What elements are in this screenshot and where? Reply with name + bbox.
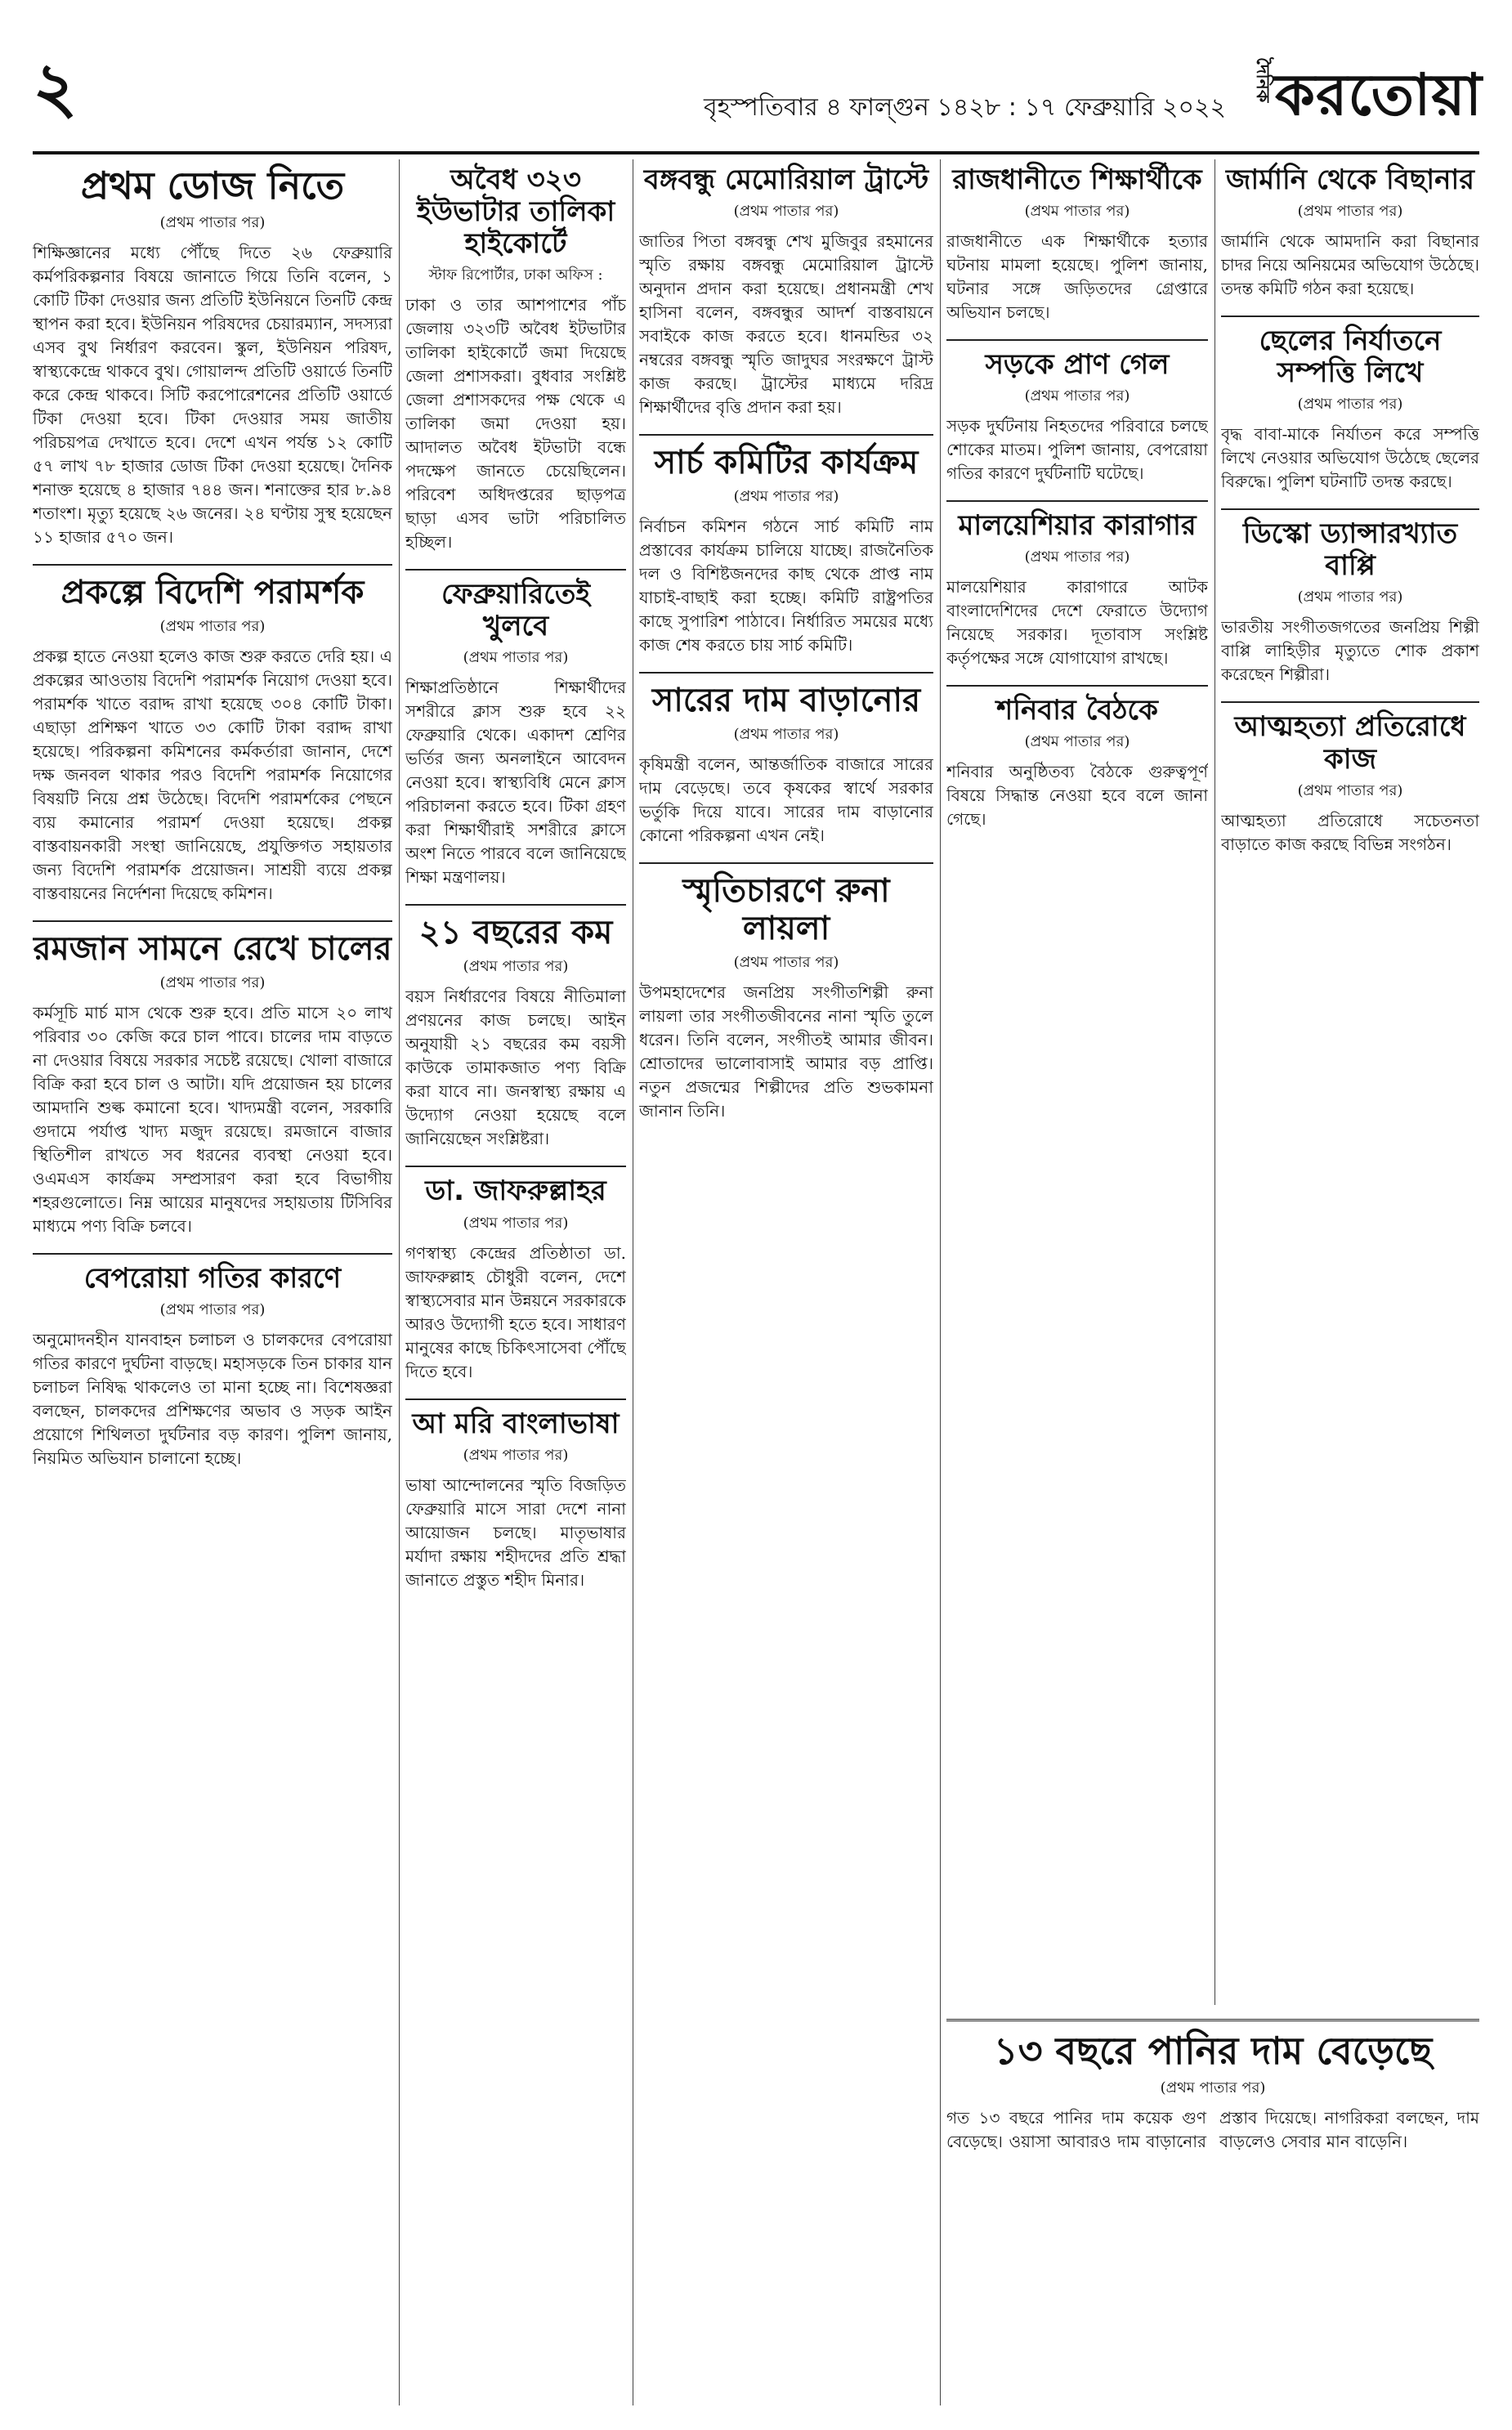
divider xyxy=(639,434,933,436)
kicker: (প্রথম পাতার পর) xyxy=(159,973,266,991)
headline: সার্চ কমিটির কার্যক্রম xyxy=(654,444,919,482)
article-body: ঢাকা ও তার আশপাশের পাঁচ জেলায় ৩২৩টি অবৈধ ইটভাটার তালিকা হাইকোর্টে জমা দিয়েছে জেলা প্রশাসকরা। বুধবার সংশ্লিষ্ট জেলা প্রশাসকদের পক্ষ থেকে এ তালিকা জমা দেওয়া হয়। আদালত অবৈধ ইটভাটা বন্ধে পদক্ষেপ জানতে চেয়েছিলেন। পরিবেশ অধিদপ্তরের ছাড়পত্র ছাড়া এসব ভাটা পরিচালিত হচ্ছিল। xyxy=(405,295,626,553)
headline: আত্মহত্যা প্রতিরোধে কাজ xyxy=(1234,710,1466,776)
column-1 xyxy=(33,159,392,2405)
kicker: (প্রথম পাতার পর) xyxy=(159,1300,266,1318)
divider xyxy=(1221,315,1479,317)
article xyxy=(33,574,392,906)
column-5 xyxy=(1221,159,1479,2005)
kicker: (প্রথম পাতার পর) xyxy=(1024,203,1130,221)
column-rule xyxy=(940,159,941,2405)
article-body: কৃষিমন্ত্রী বলেন, আন্তর্জাতিক বাজারে সারের দাম বেড়েছে। তবে কৃষকের স্বার্থে সরকার ভর্তুকি দিয়ে যাবে। সারের দাম বাড়ানোর কোনো পরিকল্পনা এখন নেই। xyxy=(639,754,933,846)
article xyxy=(405,164,626,554)
kicker: (প্রথম পাতার পর) xyxy=(463,1446,569,1464)
kicker: (প্রথম পাতার পর) xyxy=(1297,781,1403,799)
headline: ডা. জাফরুল্লাহর xyxy=(425,1175,606,1208)
divider xyxy=(405,1166,626,1167)
article-body: মালয়েশিয়ার কারাগারে আটক বাংলাদেশিদের দেশে ফেরাতে উদ্যোগ নিয়েছে সরকার। দূতাবাস সংশ্লিষ্ট কর্তৃপক্ষের সঙ্গে যোগাযোগ রাখছে। xyxy=(946,577,1208,669)
article-body: কর্মসূচি মার্চ মাস থেকে শুরু হবে। প্রতি মাসে ২০ লাখ পরিবার ৩০ কেজি করে চাল পাবে। চালের দাম বাড়তে না দেওয়ার বিষয়ে সরকার সচেষ্ট রয়েছে। খোলা বাজারে বিক্রি করা হবে চাল ও আটা। যদি প্রয়োজন হয় চালের আমদানি শুল্ক কমানো হবে। খাদ্যমন্ত্রী বলেন, সরকারি গুদামে পর্যাপ্ত খাদ্য মজুদ রয়েছে। রমজানে বাজার স্থিতিশীল রাখতে সব ধরনের ব্যবস্থা নেওয়া হবে। ওএমএস কার্যক্রম সম্প্রসারণ করা হবে বিভাগীয় শহরগুলোতে। নিম্ন আয়ের মানুষদের সহায়তায় টিসিবির মাধ্যমে পণ্য বিক্রি চলবে। xyxy=(33,1002,392,1236)
divider xyxy=(33,1253,392,1255)
kicker: (প্রথম পাতার পর) xyxy=(733,954,839,972)
date-line: বৃহস্পতিবার ৪ ফাল্গুন ১৪২৮ : ১৭ ফেব্রুয়ারি ২০২২ xyxy=(703,93,1226,122)
article xyxy=(639,872,933,1123)
article xyxy=(405,1175,626,1383)
masthead-title: করতোয়া xyxy=(1275,61,1483,128)
article xyxy=(639,682,933,848)
article-body: গত ১৩ বছরে পানির দাম কয়েক গুণ বেড়েছে। ওয়াসা আবারও দাম বাড়ানোর প্রস্তাব দিয়েছে। নাগরিকরা বলছেন, দাম বাড়লেও সেবার মান বাড়েনি। xyxy=(946,2107,1479,2151)
kicker: (প্রথম পাতার পর) xyxy=(159,213,266,231)
article-body: প্রকল্প হাতে নেওয়া হলেও কাজ শুরু করতে দেরি হয়। এ প্রকল্পের আওতায় বিদেশি পরামর্শক নিয়োগ দেওয়া হবে। পরামর্শক খাতে বরাদ্দ রাখা হয়েছে ৩০৪ কোটি টাকা। এছাড়া প্রশিক্ষণ খাতে ৩৩ কোটি টাকা বরাদ্দ রাখা হয়েছে। পরিকল্পনা কমিশনের কর্মকর্তারা জানান, দেশে দক্ষ জনবল থাকার পরও বিদেশি পরামর্শক নিয়োগের বিষয়টি নিয়ে প্রশ্ন উঠেছে। বিদেশি পরামর্শকের পেছনে ব্যয় কমানোর পরামর্শ দেওয়া হয়েছে। প্রকল্প বাস্তবায়নকারী সংস্থা জানিয়েছে, প্রযুক্তিগত সহায়তার জন্য বিদেশি পরামর্শক প্রয়োজন। সাশ্রয়ী ব্যয়ে প্রকল্প বাস্তবায়নের নির্দেশনা দিয়েছে কমিশন। xyxy=(33,646,392,903)
article-body: নির্বাচন কমিশন গঠনে সার্চ কমিটি নাম প্রস্তাবের কার্যক্রম চালিয়ে যাচ্ছে। রাজনৈতিক দল ও বিশিষ্টজনদের কাছ থেকে প্রাপ্ত নাম যাচাই-বাছাই করা হচ্ছে। কমিটি রাষ্ট্রপতির কাছে সুপারিশ পাঠাবে। নির্ধারিত সময়ের মধ্যে কাজ শেষ করতে চায় সার্চ কমিটি। xyxy=(639,517,933,656)
divider xyxy=(946,339,1208,341)
divider xyxy=(33,920,392,922)
divider xyxy=(1221,508,1479,510)
article xyxy=(946,510,1208,670)
headline: প্রথম ডোজ নিতে xyxy=(80,163,345,208)
article xyxy=(1221,711,1479,856)
article xyxy=(946,695,1208,831)
headline: অবৈধ ৩২৩ ইউভাটার তালিকা হাইকোর্টে xyxy=(416,163,615,261)
headline: সারের দাম বাড়ানোর xyxy=(651,682,921,720)
headline: সড়কে প্রাণ গেল xyxy=(985,348,1170,382)
page-header xyxy=(33,18,1483,149)
headline: জার্মানি থেকে বিছানার xyxy=(1226,163,1474,196)
divider xyxy=(405,904,626,906)
kicker: (প্রথম পাতার পর) xyxy=(1297,588,1403,606)
article xyxy=(946,164,1208,324)
headline: রাজধানীতে শিক্ষার্থীকে xyxy=(952,163,1202,196)
divider xyxy=(946,500,1208,502)
headline: বেপরোয়া গতির কারণে xyxy=(83,1261,342,1295)
article-body: জার্মানি থেকে আমদানি করা বিছানার চাদর নিয়ে অনিয়মের অভিযোগ উঠেছে। তদন্ত কমিটি গঠন করা হয়েছে। xyxy=(1221,231,1479,299)
divider xyxy=(639,862,933,864)
article xyxy=(946,349,1208,486)
kicker: (প্রথম পাতার পর) xyxy=(463,1214,569,1232)
article-body: জাতির পিতা বঙ্গবন্ধু শেখ মুজিবুর রহমানের স্মৃতি রক্ষায় বঙ্গবন্ধু মেমোরিয়াল ট্রাস্টে অনুদান প্রদান করা হয়েছে। প্রধানমন্ত্রী শেখ হাসিনা বলেন, বঙ্গবন্ধুর আদর্শ বাস্তবায়নে সবাইকে কাজ করতে হবে। ধানমন্ডির ৩২ নম্বরের বঙ্গবন্ধু স্মৃতি জাদুঘর সংরক্ষণে ট্রাস্ট কাজ করছে। ট্রাস্টের মাধ্যমে দরিদ্র শিক্ষার্থীদের বৃত্তি প্রদান করা হয়। xyxy=(639,231,933,418)
headline: ছেলের নির্যাতনে সম্পত্তি লিখে xyxy=(1259,324,1442,390)
kicker: (প্রথম পাতার পর) xyxy=(1297,396,1403,414)
kicker: (প্রথম পাতার পর) xyxy=(733,488,839,506)
article xyxy=(405,1408,626,1592)
kicker: (প্রথম পাতার পর) xyxy=(1024,733,1130,751)
kicker: (প্রথম পাতার পর) xyxy=(463,649,569,667)
kicker: (প্রথম পাতার পর) xyxy=(1160,2079,1266,2097)
headline: স্মৃতিচারণে রুনা লায়লা xyxy=(682,872,890,948)
article xyxy=(405,914,626,1151)
divider xyxy=(1221,701,1479,703)
divider xyxy=(405,569,626,571)
article-body: অনুমোদনহীন যানবাহন চলাচল ও চালকদের বেপরোয়া গতির কারণে দুর্ঘটনা বাড়ছে। মহাসড়কে তিন চাকার যান চলাচল নিষিদ্ধ থাকলেও তা মানা হচ্ছে না। বিশেষজ্ঞরা বলছেন, চালকদের প্রশিক্ষণের অভাব ও সড়ক আইন প্রয়োগে শিথিলতা দুর্ঘটনার বড় কারণ। পুলিশ জানায়, নিয়মিত অভিযান চালানো হচ্ছে। xyxy=(33,1329,392,1468)
divider xyxy=(405,1398,626,1400)
article xyxy=(33,930,392,1238)
article-body: বৃদ্ধ বাবা-মাকে নির্যাতন করে সম্পত্তি লিখে নেওয়ার অভিযোগ উঠেছে ছেলের বিরুদ্ধে। পুলিশ ঘটনাটি তদন্ত করছে। xyxy=(1221,424,1479,492)
article-body: বয়স নির্ধারণের বিষয়ে নীতিমালা প্রণয়নের কাজ চলছে। আইন অনুযায়ী ২১ বছরের কম বয়সী কাউকে তামাকজাত পণ্য বিক্রি করা যাবে না। জনস্বাস্থ্য রক্ষায় এ উদ্যোগ নেওয়া হয়েছে বলে জানিয়েছেন সংশ্লিষ্টরা। xyxy=(405,987,626,1149)
divider xyxy=(946,685,1208,687)
headline: ২১ বছরের কম xyxy=(418,914,613,952)
divider xyxy=(946,2019,1479,2021)
column-2 xyxy=(405,159,626,2405)
masthead-daily: দৈনিক xyxy=(1252,57,1273,103)
article xyxy=(1221,518,1479,687)
article xyxy=(639,444,933,657)
headline: মালয়েশিয়ার কারাগার xyxy=(958,509,1197,543)
kicker: (প্রথম পাতার পর) xyxy=(463,958,569,976)
kicker: (প্রথম পাতার পর) xyxy=(733,203,839,221)
kicker: স্টাফ রিপোর্টার, ঢাকা অফিস : xyxy=(428,266,603,284)
headline: শনিবার বৈঠকে xyxy=(996,694,1158,727)
article-body: ভাষা আন্দোলনের স্মৃতি বিজড়িত ফেব্রুয়ারি মাসে সারা দেশে নানা আয়োজন চলছে। মাতৃভাষার মর্যাদা রক্ষায় শহীদদের প্রতি শ্রদ্ধা জানাতে প্রস্তুত শহীদ মিনার। xyxy=(405,1475,626,1590)
masthead xyxy=(1242,51,1483,128)
headline: ১৩ বছরে পানির দাম বেড়েছে xyxy=(993,2029,1433,2073)
divider xyxy=(639,672,933,674)
headline: ফেব্রুয়ারিতেই খুলবে xyxy=(441,578,591,643)
article xyxy=(639,164,933,419)
headline: ডিস্কো ড্যান্সারখ্যাত বাপ্পি xyxy=(1242,517,1458,583)
article xyxy=(1221,325,1479,494)
kicker: (প্রথম পাতার পর) xyxy=(1297,203,1403,221)
kicker: (প্রথম পাতার পর) xyxy=(159,617,266,635)
article-body: ভারতীয় সংগীতজগতের জনপ্রিয় শিল্পী বাপ্পি লাহিড়ীর মৃত্যুতে শোক প্রকাশ করেছেন শিল্পীরা। xyxy=(1221,617,1479,685)
kicker: (প্রথম পাতার পর) xyxy=(733,726,839,744)
page-number: ২ xyxy=(33,47,78,128)
article xyxy=(1221,164,1479,301)
article-body: শনিবার অনুষ্ঠিতব্য বৈঠকে গুরুত্বপূর্ণ বিষয়ে সিদ্ধান্ত নেওয়া হবে বলে জানা গেছে। xyxy=(946,762,1208,830)
headline: আ মরি বাংলাভাষা xyxy=(412,1407,620,1440)
column-4 xyxy=(946,159,1208,2005)
headline: রমজান সামনে রেখে চালের xyxy=(33,929,392,968)
kicker: (প্রথম পাতার পর) xyxy=(1024,387,1130,405)
bottom-right-story xyxy=(946,2011,1479,2405)
article-body: উপমহাদেশের জনপ্রিয় সংগীতশিল্পী রুনা লায়লা তার সংগীতজীবনের নানা স্মৃতি তুলে ধরেন। তিনি বলেন, সংগীতই আমার জীবন। শ্রোতাদের ভালোবাসাই আমার বড় প্রাপ্তি। নতুন প্রজন্মের শিল্পীদের প্রতি শুভকামনা জানান তিনি। xyxy=(639,982,933,1121)
article xyxy=(33,1263,392,1470)
kicker: (প্রথম পাতার পর) xyxy=(1024,548,1130,566)
article-body: শিক্ষিজ্ঞানের মধ্যে পৌঁছে দিতে ২৬ ফেব্রুয়ারি কর্মপরিকল্পনার বিষয়ে জানাতে গিয়ে তিনি বলেন, ১ কোটি টিকা দেওয়ার জন্য প্রতিটি ইউনিয়নে তিনটি কেন্দ্র স্থাপন করা হবে। ইউনিয়ন পরিষদের চেয়ারম্যান, সদস্যরা এসব বুথ নির্ধারণ করবেন। স্কুল, ইউনিয়ন পরিষদ, স্বাস্থ্যকেন্দ্রে থাকবে বুথ। গোয়ালন্দ প্রতিটি ওয়ার্ডে তিনটি করে কেন্দ্র থাকবে। সিটি করপোরেশনের প্রতিটি ওয়ার্ডে টিকা দেওয়া হবে। টিকা দেওয়ার সময় জাতীয় পরিচয়পত্র দেখাতে হবে। দেশে এখন পর্যন্ত ১২ কোটি ৫৭ লাখ ৭৮ হাজার ডোজ টিকা দেওয়া হয়েছে। দৈনিক শনাক্ত হয়েছে ৪ হাজার ৭৪৪ জন। শনাক্তের হার ৮.৯৪ শতাংশ। মৃত্যু হয়েছে ২৬ জনের। ২৪ ঘণ্টায় সুস্থ হয়েছেন ১১ হাজার ৫৭০ জন। xyxy=(33,242,392,547)
article-body: গণস্বাস্থ্য কেন্দ্রের প্রতিষ্ঠাতা ডা. জাফরুল্লাহ চৌধুরী বলেন, দেশে স্বাস্থ্যসেবার মান উন্নয়নে সরকারকে আরও উদ্যোগী হতে হবে। সাধারণ মানুষের কাছে চিকিৎসাসেবা পৌঁছে দিতে হবে। xyxy=(405,1242,626,1381)
article-body: আত্মহত্যা প্রতিরোধে সচেতনতা বাড়াতে কাজ করছে বিভিন্ন সংগঠন। xyxy=(1221,810,1479,854)
article-body: শিক্ষাপ্রতিষ্ঠানে শিক্ষার্থীদের সশরীরে ক্লাস শুরু হবে ২২ ফেব্রুয়ারি থেকে। একাদশ শ্রেণির ভর্তির জন্য অনলাইনে আবেদন নেওয়া হবে। স্বাস্থ্যবিধি মেনে ক্লাস পরিচালনা করতে হবে। টিকা গ্রহণ করা শিক্ষার্থীরাই সশরীরে ক্লাসে অংশ নিতে পারবে বলে জানিয়েছে শিক্ষা মন্ত্রণালয়। xyxy=(405,678,626,888)
article-body: সড়ক দুর্ঘটনায় নিহতদের পরিবারে চলছে শোকের মাতম। পুলিশ জানায়, বেপরোয়া গতির কারণে দুর্ঘটনাটি ঘটেছে। xyxy=(946,416,1208,484)
headline: প্রকল্পে বিদেশি পরামর্শক xyxy=(60,573,365,611)
column-rule xyxy=(399,159,400,2405)
article-body: রাজধানীতে এক শিক্ষার্থীকে হত্যার ঘটনায় মামলা হয়েছে। পুলিশ জানায়, ঘটনার সঙ্গে জড়িতদের গ্রেপ্তারে অভিযান চলছে। xyxy=(946,231,1208,323)
article xyxy=(33,164,392,549)
headline: বঙ্গবন্ধু মেমোরিয়াল ট্রাস্টে xyxy=(643,163,929,196)
header-rule xyxy=(33,151,1479,154)
divider xyxy=(33,564,392,566)
article xyxy=(405,579,626,889)
column-3 xyxy=(639,159,933,2405)
